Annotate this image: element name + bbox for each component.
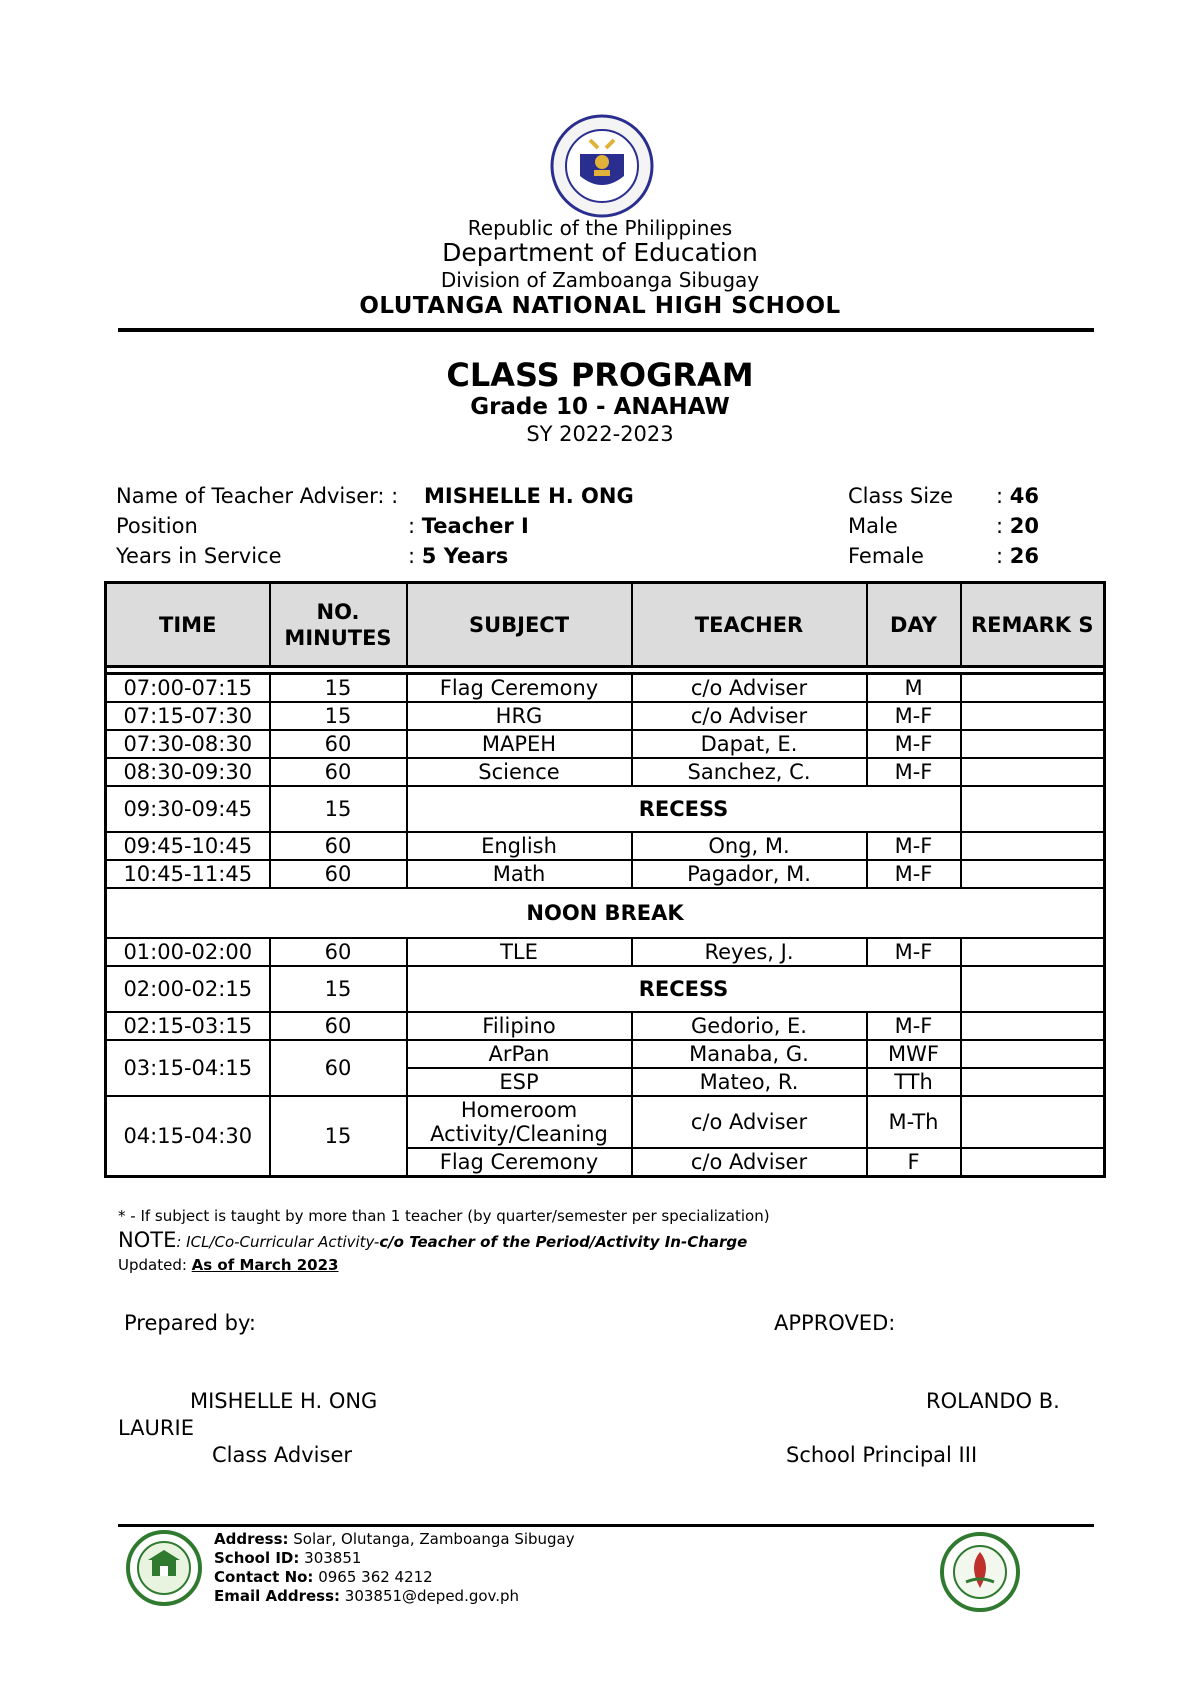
- cell-minutes: 60: [270, 938, 407, 966]
- cell-subject: Filipino: [407, 1012, 632, 1040]
- cell-subject: TLE: [407, 938, 632, 966]
- approver-name-line1: ROLANDO B.: [926, 1389, 1060, 1413]
- page-title: CLASS PROGRAM: [446, 356, 754, 394]
- cell-minutes: 60: [270, 730, 407, 758]
- cell-subject: Science: [407, 758, 632, 786]
- footnote: * - If subject is taught by more than 1 teacher (by quarter/semester per specialization): [118, 1207, 770, 1225]
- cell-remarks: [961, 1148, 1105, 1177]
- table-row: [106, 1012, 1105, 1040]
- cell-subject: HRG: [407, 702, 632, 730]
- cell-remarks: [961, 758, 1105, 786]
- department-line: Department of Education: [442, 238, 758, 267]
- cell-teacher: c/o Adviser: [632, 1148, 867, 1177]
- municipal-seal-logo: [940, 1532, 1020, 1612]
- table-row: [106, 1040, 1105, 1068]
- cell-minutes: 60: [270, 1040, 407, 1096]
- address-value: Solar, Olutanga, Zamboanga Sibugay: [288, 1530, 575, 1548]
- cell-remarks: [961, 938, 1105, 966]
- header-time: TIME: [106, 583, 270, 667]
- cell-day: M-F: [867, 730, 961, 758]
- approver-role: School Principal III: [786, 1443, 978, 1467]
- cell-subject: ArPan: [407, 1040, 632, 1068]
- cell-subject: ESP: [407, 1068, 632, 1096]
- preparer-role: Class Adviser: [212, 1443, 353, 1467]
- deped-seal-logo: [550, 114, 654, 218]
- footer-divider: [118, 1524, 1094, 1527]
- cell-time: 04:15-04:30: [106, 1096, 270, 1177]
- cell-teacher: c/o Adviser: [632, 702, 867, 730]
- cell-minutes: 15: [270, 674, 407, 703]
- cell-minutes: 60: [270, 832, 407, 860]
- cell-subject: English: [407, 832, 632, 860]
- position-label: Position: [116, 514, 198, 538]
- cell-teacher: Ong, M.: [632, 832, 867, 860]
- cell-remarks: [961, 1096, 1105, 1148]
- table-header-row: [106, 583, 1105, 667]
- cell-teacher: Pagador, M.: [632, 860, 867, 888]
- recess-row: [106, 966, 1105, 1012]
- cell-minutes: 15: [270, 702, 407, 730]
- colon: :: [408, 514, 416, 538]
- updated-value: As of March 2023: [191, 1256, 339, 1274]
- noon-break-row: [106, 888, 1105, 938]
- cell-remarks: [961, 860, 1105, 888]
- cell-day: M-F: [867, 702, 961, 730]
- cell-teacher: Reyes, J.: [632, 938, 867, 966]
- table-row: [106, 674, 1105, 703]
- cell-day: M-F: [867, 860, 961, 888]
- header-day: DAY: [867, 583, 961, 667]
- approved-label: APPROVED:: [774, 1311, 896, 1335]
- header-minutes: NO. MINUTES: [270, 583, 407, 667]
- cell-time: 10:45-11:45: [106, 860, 270, 888]
- cell-noon-break: NOON BREAK: [106, 888, 1105, 938]
- cell-time: 02:00-02:15: [106, 966, 270, 1012]
- cell-subject: Flag Ceremony: [407, 1148, 632, 1177]
- cell-day: MWF: [867, 1040, 961, 1068]
- cell-remarks: [961, 674, 1105, 703]
- cell-day: M-F: [867, 758, 961, 786]
- male-value: 20: [1009, 514, 1039, 538]
- cell-teacher: Dapat, E.: [632, 730, 867, 758]
- cell-remarks: [961, 1012, 1105, 1040]
- years-value: 5 Years: [421, 544, 509, 568]
- cell-day: M-Th: [867, 1096, 961, 1148]
- cell-minutes: 15: [270, 786, 407, 832]
- header-divider: [118, 328, 1094, 332]
- approver-name-line2: LAURIE: [118, 1416, 194, 1440]
- cell-day: F: [867, 1148, 961, 1177]
- email-value: 303851@deped.gov.ph: [340, 1587, 520, 1605]
- cell-teacher: c/o Adviser: [632, 1096, 867, 1148]
- table-row: [106, 1096, 1105, 1148]
- cell-day: TTh: [867, 1068, 961, 1096]
- footer-contact-block: [214, 1530, 575, 1606]
- class-size-label: Class Size: [848, 484, 954, 508]
- cell-time: 07:30-08:30: [106, 730, 270, 758]
- cell-subject: Homeroom Activity/Cleaning: [407, 1096, 632, 1148]
- cell-day: M: [867, 674, 961, 703]
- header-remarks: REMARK S: [961, 583, 1105, 667]
- school-seal-logo: [126, 1530, 202, 1606]
- colon: :: [996, 484, 1004, 508]
- note-text-2: c/o Teacher of the Period/Activity In-Charge: [379, 1233, 748, 1251]
- division-line: Division of Zamboanga Sibugay: [440, 268, 760, 292]
- grade-section: Grade 10 - ANAHAW: [470, 394, 730, 420]
- email-label: Email Address:: [214, 1587, 341, 1605]
- cell-teacher: c/o Adviser: [632, 674, 867, 703]
- cell-remarks: [961, 1068, 1105, 1096]
- updated-label: Updated:: [118, 1256, 192, 1274]
- female-label: Female: [848, 544, 924, 568]
- colon: :: [996, 514, 1004, 538]
- cell-teacher: Mateo, R.: [632, 1068, 867, 1096]
- cell-time: 09:30-09:45: [106, 786, 270, 832]
- cell-remarks: [961, 1040, 1105, 1068]
- header-subject: SUBJECT: [407, 583, 632, 667]
- class-schedule-table: [104, 581, 1106, 1178]
- note-text-1: : ICL/Co-Curricular Activity-: [176, 1233, 380, 1251]
- table-row: [106, 832, 1105, 860]
- cell-time: 09:45-10:45: [106, 832, 270, 860]
- school-id-label: School ID:: [214, 1549, 300, 1567]
- table-row: [106, 702, 1105, 730]
- cell-recess: RECESS: [407, 966, 961, 1012]
- cell-time: 08:30-09:30: [106, 758, 270, 786]
- position-value: Teacher I: [421, 514, 529, 538]
- adviser-value: MISHELLE H. ONG: [424, 484, 634, 508]
- female-value: 26: [1009, 544, 1039, 568]
- address-label: Address:: [214, 1530, 289, 1548]
- cell-day: M-F: [867, 1012, 961, 1040]
- colon: :: [408, 544, 416, 568]
- cell-remarks: [961, 832, 1105, 860]
- spacer-row: [106, 667, 1105, 674]
- cell-time: 01:00-02:00: [106, 938, 270, 966]
- cell-remarks: [961, 966, 1105, 1012]
- cell-remarks: [961, 702, 1105, 730]
- school-year: SY 2022-2023: [526, 422, 674, 446]
- cell-time: 07:15-07:30: [106, 702, 270, 730]
- school-id-value: 303851: [299, 1549, 362, 1567]
- cell-minutes: 60: [270, 860, 407, 888]
- cell-remarks: [961, 730, 1105, 758]
- cell-minutes: 60: [270, 1012, 407, 1040]
- cell-time: 03:15-04:15: [106, 1040, 270, 1096]
- cell-subject: Math: [407, 860, 632, 888]
- cell-minutes: 15: [270, 966, 407, 1012]
- contact-value: 0965 362 4212: [313, 1568, 433, 1586]
- header-teacher: TEACHER: [632, 583, 867, 667]
- adviser-label: Name of Teacher Adviser: :: [116, 484, 399, 508]
- table-row: [106, 730, 1105, 758]
- cell-minutes: 60: [270, 758, 407, 786]
- cell-subject: Flag Ceremony: [407, 674, 632, 703]
- cell-teacher: Sanchez, C.: [632, 758, 867, 786]
- updated-line: [118, 1256, 338, 1274]
- prepared-by-label: Prepared by:: [124, 1311, 256, 1335]
- table-row: [106, 860, 1105, 888]
- cell-time: 07:00-07:15: [106, 674, 270, 703]
- cell-subject: MAPEH: [407, 730, 632, 758]
- republic-line: Republic of the Philippines: [467, 216, 733, 240]
- cell-day: M-F: [867, 832, 961, 860]
- school-name: OLUTANGA NATIONAL HIGH SCHOOL: [359, 293, 841, 319]
- note-label: NOTE: [118, 1228, 177, 1252]
- colon: :: [996, 544, 1004, 568]
- cell-day: M-F: [867, 938, 961, 966]
- preparer-name: MISHELLE H. ONG: [190, 1389, 378, 1413]
- cell-minutes: 15: [270, 1096, 407, 1177]
- class-size-value: 46: [1009, 484, 1039, 508]
- note: [118, 1228, 747, 1252]
- years-label: Years in Service: [116, 544, 282, 568]
- cell-teacher: Manaba, G.: [632, 1040, 867, 1068]
- cell-remarks: [961, 786, 1105, 832]
- cell-recess: RECESS: [407, 786, 961, 832]
- recess-row: [106, 786, 1105, 832]
- table-row: [106, 938, 1105, 966]
- table-row: [106, 758, 1105, 786]
- cell-teacher: Gedorio, E.: [632, 1012, 867, 1040]
- contact-label: Contact No:: [214, 1568, 314, 1586]
- cell-time: 02:15-03:15: [106, 1012, 270, 1040]
- male-label: Male: [848, 514, 898, 538]
